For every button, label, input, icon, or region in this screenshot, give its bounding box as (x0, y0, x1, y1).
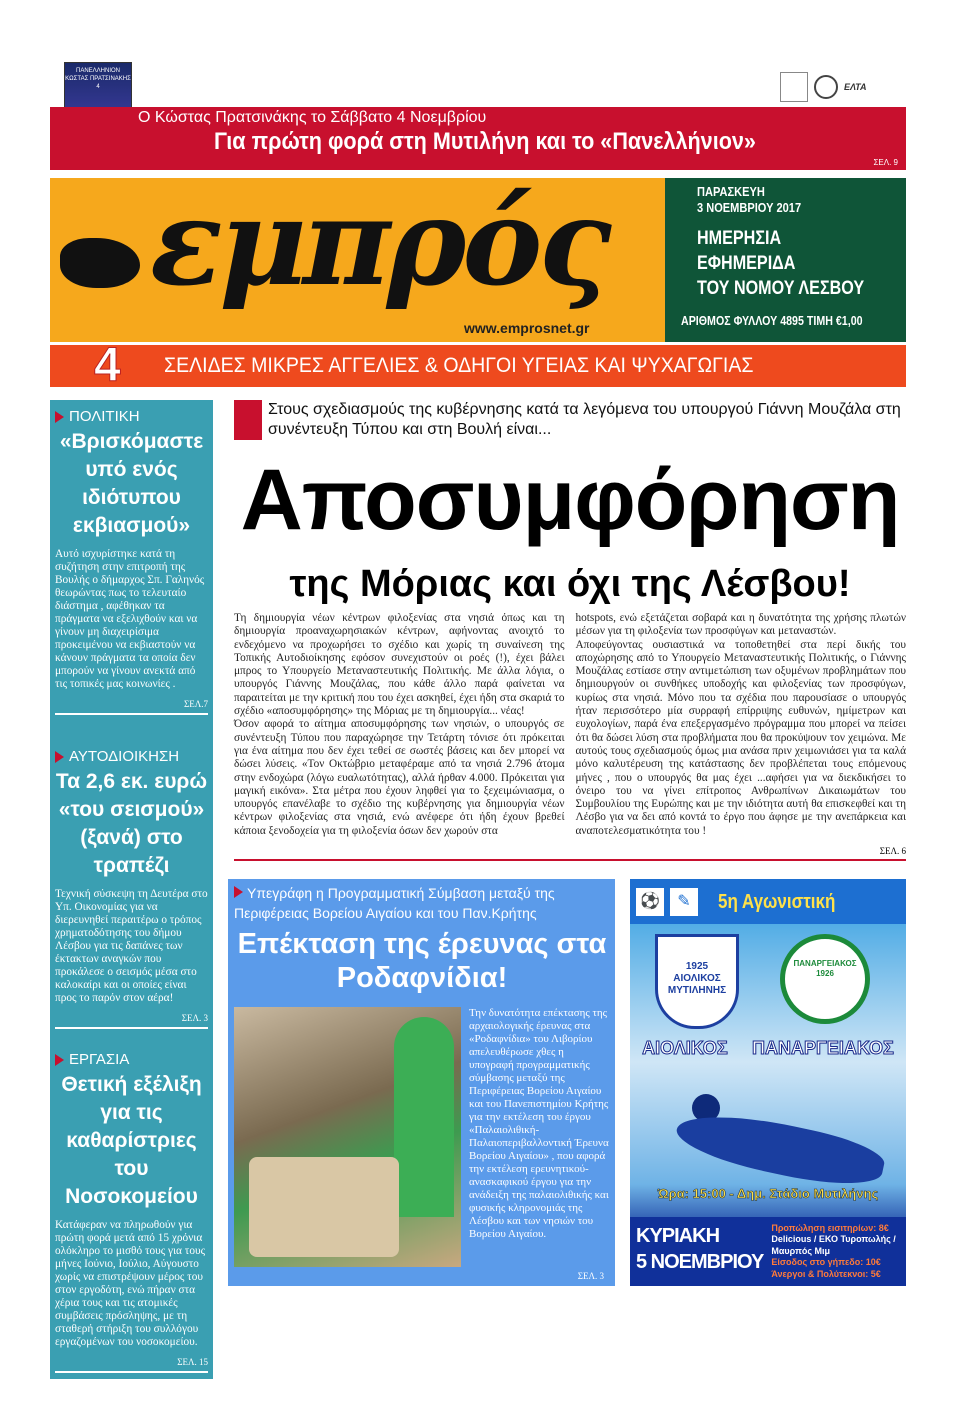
lead-kicker (234, 400, 906, 440)
crest-text: ΑΙΟΛΙΚΟΣ ΜΥΤΙΛΗΝΗΣ (667, 973, 727, 997)
masthead (50, 178, 906, 342)
lead-page-ref: ΣΕΛ. 6 (234, 846, 906, 861)
ticket-info (771, 1223, 900, 1281)
football-federation-logo-icon: ⚽ (636, 888, 664, 916)
away-team: ΠΑΝΑΡΓΕΙΑΚΟΣ (752, 1038, 894, 1059)
match-date (636, 1223, 763, 1281)
excavation-finds-photo (234, 1007, 461, 1267)
supplement-text: ΣΕΛΙΔΕΣ ΜΙΚΡΕΣ ΑΓΓΕΛΙΕΣ & ΟΔΗΓΟΙ ΥΓΕΙΑΣ ΚΑΙ ΨΥΧΑΓΩΓΙΑΣ (164, 354, 754, 377)
tagline-line: ΕΦΗΜΕΡΙΔΑ (697, 253, 796, 274)
tagline-line: ΤΟΥ ΝΟΜΟΥ ΛΕΣΒΟΥ (697, 278, 865, 299)
ticket-line: Προπώληση εισιτηρίων: 8€ (771, 1222, 889, 1233)
article-title: «Βρισκόμαστε υπό ενός ιδιότυπου εκβιασμού» (59, 430, 204, 537)
home-team: ΑΙΟΛΙΚΟΣ (642, 1038, 728, 1059)
triangle-bullet-icon (55, 411, 64, 423)
article-body: Αυτό ισχυρίστηκε κατά τη συζήτηση στην επιτροπή της Βουλής ο δήμαρχος Σπ. Γαληνός θεωρώντας πως το τελευταίο διάστημα , αφέθηκαν τα πράγματα να εξελιχθούν και να γίνουν μη διαχειρίσιμα προκειμένου να εκβιαστούν να κάνουν πράγματα τα οποία δεν μπορούν να γίνουν ανεκτά από τις τοπικές μας κοινωνίες . (55, 548, 205, 690)
lesvos-island-icon (60, 238, 140, 288)
page-ref: ΣΕΛ.7 (55, 699, 208, 715)
football-match-ad[interactable] (630, 879, 906, 1286)
masthead-logo-area (50, 178, 665, 342)
ticket-line: Είσοδος στο γήπεδο: 10€ (771, 1257, 881, 1268)
promo-banner[interactable] (50, 107, 906, 170)
promo-line2: Για πρώτη φορά στη Μυτιλήνη και το «Πανελλήνιον» (214, 128, 756, 155)
supplement-strip[interactable] (50, 339, 906, 392)
lead-body-column-1: Τη δημιουργία νέων κέντρων φιλοξενίας στα νησιά όπως και τη δημιουργία προαναχωρησιακών κέντρων, αφήνοντας ανοιχτό το ενδεχόμενο να προχωρήσει το σχέδιο και χωρίς τη συναίνεση της Τοπικής Αυτοδιοίκησης εφόσον συνεχιστούν οι ροές (!), έχει βάλει μπρος το Υπουργείο Μεταναστευτικής Πολιτικής. Με άλλα λόγια, ο υπουργός Γιάννης Μουζάλας, που κάθε άλλο παρά φαίνεται να παραιτείται με την κριτική που του έχει ασκηθεί, έχει ήδη στα σκαριά το σχέδιο «αποσυμφόρησης» της Μόριας με τη δημιουργία... νέας! Όσον αφορά το αίτημα αποσυμφόρησης των νησιών, ο υπουργός σε συνέντευξη Τύπου που παραχώρησε την Τετάρτη τόνισε ότι πρόκειται για ένα αίτημα που δεν έχει τεθεί σε σωστές βάσεις και δεν μπορεί να δώσει λύσεις. «Τον Οκτώβριο μεταφέραμε από τα νησιά 2.796 άτομα στην ενδοχώρα (λόγω ευαλωτότητας), αλλά ήρθαν 4.000. Πρόκειται για μαγική εικόνα». Στα μέτρα που έχουν ληφθεί για το ξεχειμώνιασμα, ο υπουργός επανέλαβε το σχέδιο της κυβέρνησης για δημιουργία νέων κέντρων φιλοξενίας στα νησιά, ενώ ανέφερε ότι ήδη έχουν βρεθεί κάποια ξενοδοχεία για τη φιλοξενία όσων δεν χωρούν στα (234, 612, 565, 837)
crest-year: 1925 (685, 961, 709, 973)
certificate-logo-icon (780, 72, 808, 102)
website-url[interactable]: www.emprosnet.gr (464, 320, 590, 336)
page-ref: ΣΕΛ. 3 (55, 1013, 208, 1029)
triangle-bullet-icon (234, 886, 243, 898)
supplement-page-count: 4 (94, 339, 121, 392)
ticket-line: Μαυρπός Μιμ (771, 1245, 831, 1256)
page-ref: ΣΕΛ. 3 (577, 1271, 604, 1282)
lead-story (234, 400, 906, 861)
panargeiakos-crest (780, 934, 870, 1024)
article-body: Την δυνατότητα επέκτασης της αρχαιολογικής έρευνας στα «Ροδαφνίδια» του Λιβορίου απελευθέρωσε χθες η υπογραφή προγραμματικής σύμβασης μεταξύ της Περιφέρειας Βορείου Αιγαίου και του Πανεπιστημίου Κρήτης για την εκτέλεση του έργου «Παλαιολιθική- Παλαιοπεριβαλλοντική Έρευνα Βορείου Αιγαίου» , που αφορά την εκτέλεση ερευνητικού- ανασκαφικού έργου για την ανάδειξη της παλαιολιθικής και φυσικής κληρονομιάς της Λέσβου και των νησιών του Βορείου Αιγαίου. (469, 1007, 609, 1241)
issue-day: ΠΑΡΑΣΚΕΥΗ (697, 184, 765, 199)
seal-logo-icon (814, 75, 838, 99)
section-label: ΕΡΓΑΣΙΑ (69, 1051, 130, 1068)
lead-body-column-2: hotspots, ενώ εξετάζεται σοβαρά και η δυνατότητα της χρήσης πλωτών μέσων για τη φιλοξενία των προσφύγων και μεταναστών. Αποφεύγοντας ουσιαστικά να τοποθετηθεί στα περί δικής του αποχώρησης από το Υπουργείο Μεταναστευτικής Πολιτικής, ο Γιάννης Μουζάλας εστίασε στην αντιμετώπιση των οξυμένων προβλημάτων που δημιουργούν οι συνθήκες υποδοχής και φιλοξενίας των προσφύγων, κυρίως στα νησιά. Μόνο που τα σχέδια που παρουσίασε ο υπουργός ήταν περισσότερο μία συρραφή επίρριψης ευθυνών, ημίμετρων και ευχολογίων, παρά ένα επεξεργασμένο πρόγραμμα που μπορεί να πείσει ότι θα δώσει λύση στα προβλήματα που θα προκύψουν τον χειμώνα. Με αυτούς τους σχεδιασμούς όμως μια ανάσα πριν χειμωνιάσει για τα καλά μόνο καλυτέρευση της κατάστασης δεν προβλέπεται τους επόμενους μήνες , που ο υπουργός θα μας έχει ...αφήσει για να διεκδικήσει το όνειρο του να γίνει επίτροπος Ανθρωπίνων Δικαιωμάτων του Συμβουλίου της Ευρώπης και με την ιδιότητα αυτή θα επισκεφθεί και τη Λέσβο για να δει από κοντά το έργο που άφησε με την ανεπάρκεια και αναποτελεσματικότητα του ! (575, 612, 906, 837)
article-title: Θετική εξέλιξη για τις καθαρίστριες του Νοσοκομείου (61, 1073, 202, 1208)
concert-poster-image: ΠΑΝΕΛΛΗΝΙΟΝ ΚΩΣΤΑΣ ΠΡΑΤΣΙΝΑΚΗΣ 4 (64, 62, 132, 158)
section-label: ΠΟΛΙΤΙΚΗ (69, 408, 140, 425)
partner-logos (780, 70, 905, 104)
match-round: 5η Αγωνιστική (718, 890, 836, 913)
lead-headline[interactable]: Αποσυμφόρηση (240, 452, 900, 548)
tagline (697, 226, 875, 301)
aiolikos-crest (655, 934, 739, 1029)
article-body: Τεχνική σύσκεψη τη Δευτέρα στο Υπ. Οικονομίας για να διερευνηθεί περαιτέρω ο τρόπος χρηματοδότησης του δήμου Λέσβου για τις δαπάνες των έκτακτων αναγκών που προκάλεσε ο σεισμός μέσα στο καλοκαίρι και οι οποίες είναι προς το παρόν στον αέρα! (55, 888, 208, 1004)
article-title: Τα 2,6 εκ. ευρώ «του σεισμού» (ξανά) στο τραπέζι (55, 770, 208, 877)
promo-line1: Ο Κώστας Πρατσινάκης το Σάββατο 4 Νοεμβρίου (138, 109, 487, 126)
tagline-line: ΗΜΕΡΗΣΙΑ (697, 228, 782, 249)
league-logo-icon: ✎ (670, 888, 698, 916)
ticket-line: Delicious / ΕΚΟ Τυροπωλής / (771, 1234, 896, 1245)
article-body: Κατάφεραν να πληρωθούν για πρώτη φορά μετά από 15 χρόνια ολόκληρο το μισθό τους για τους μήνες Ιούνιο, Ιούλιο, Αύγουστο χωρίς να επιστρέψουν μέρος του στον εργοδότη, ενώ πήραν στα χέρια τους και τις ατομικές συμβάσεις πρόσληψης, με τη σταθερή στήριξη του συλλόγου εργαζομένων του νοσοκομείου. (55, 1219, 206, 1348)
bottom-row (228, 879, 906, 1286)
match-day-date: 5 ΝΟΕΜΒΡΙΟΥ (636, 1250, 764, 1273)
section-label: ΑΥΤΟΔΙΟΙΚΗΣΗ (69, 748, 180, 765)
kicker-text: Στους σχεδιασμούς της κυβέρνησης κατά τα λεγόμενα του υπουργού Γιάννη Μουζάλα στη συνέντευξη Τύπου και στη Βουλή είναι... (268, 401, 901, 438)
red-marker (234, 400, 262, 440)
issue-number-price: ΑΡΙΘΜΟΣ ΦΥΛΛΟΥ 4895 ΤΙΜΗ €1,00 (681, 313, 863, 328)
sidebar-article-labor[interactable] (50, 1043, 213, 1379)
ticket-line: Άνεργοι & Πολύτεκνοι: 5€ (771, 1268, 881, 1279)
rodafnidia-article[interactable] (228, 879, 615, 1286)
sidebar-article-politics[interactable] (50, 400, 213, 740)
article-title: Επέκταση της έρευνας στα Ροδαφνίδια! (237, 928, 607, 995)
promo-page: ΣΕΛ. 9 (873, 158, 898, 167)
page-ref: ΣΕΛ. 15 (55, 1357, 208, 1373)
crest-text: ΠΑΝΑΡΓΕΙΑΚΟΣ 1926 (793, 959, 857, 979)
issue-date: 3 ΝΟΕΜΒΡΙΟΥ 2017 (697, 200, 802, 215)
lead-subheadline: της Μόριας και όχι της Λέσβου! (289, 563, 851, 605)
newspaper-logo: εμπρός (150, 178, 608, 313)
left-sidebar (50, 400, 213, 1379)
lead-body (234, 612, 906, 838)
article-kicker: Υπεγράφη η Προγραμματική Σύμβαση μεταξύ της Περιφέρειας Βορείου Αιγαίου και του Παν.Κρήτης (234, 885, 555, 922)
match-time-venue: Ώρα: 15:00 - Δημ. Στάδιο Μυτιλήνης (657, 1186, 879, 1202)
triangle-bullet-icon (55, 1054, 64, 1066)
triangle-bullet-icon (55, 751, 64, 763)
main-content (228, 400, 906, 1286)
sidebar-article-local-government[interactable] (50, 740, 213, 1043)
match-day: ΚΥΡΙΑΚΗ (636, 1224, 720, 1247)
masthead-info (665, 178, 906, 342)
elta-logo: ΕΛΤΑ (844, 82, 867, 92)
